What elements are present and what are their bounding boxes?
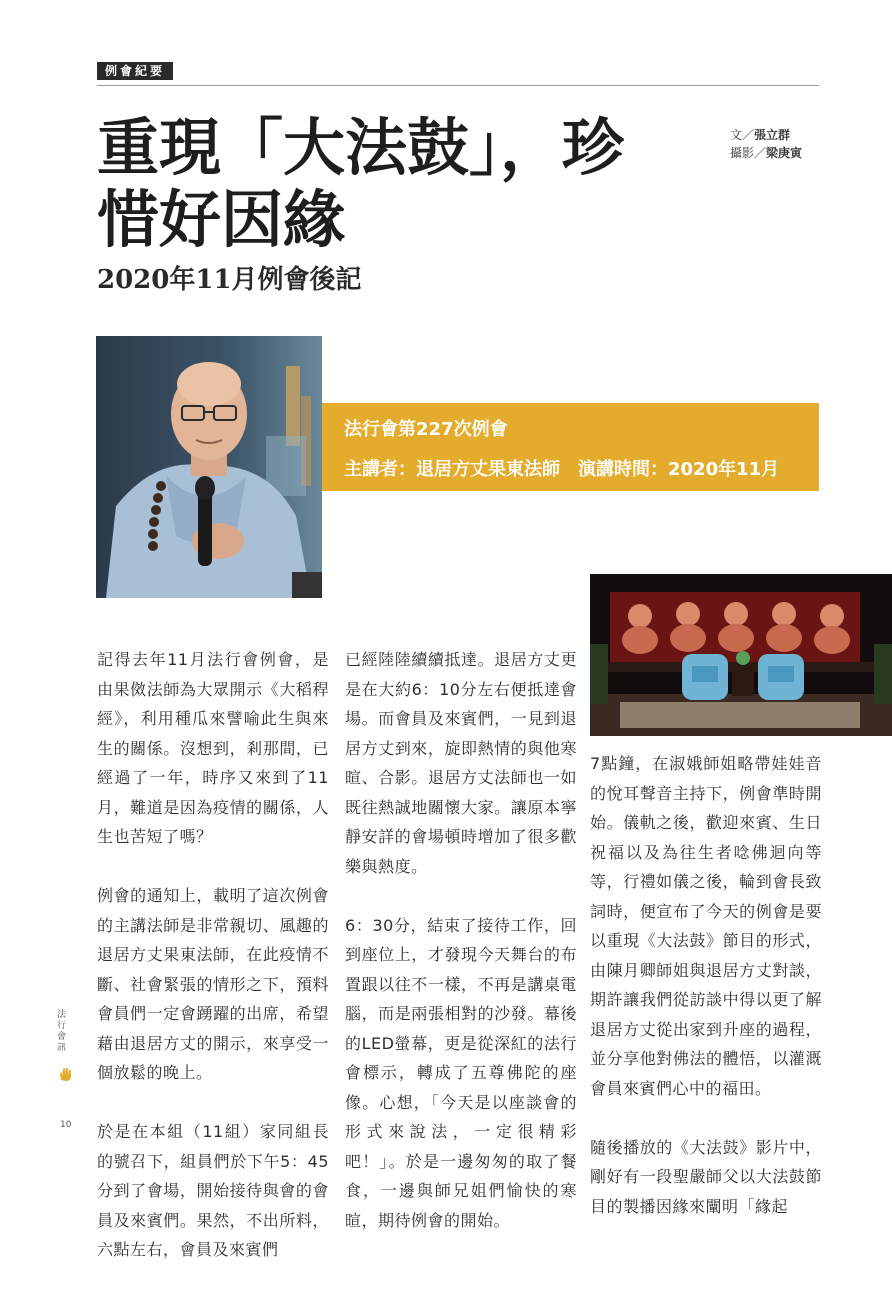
portrait-photo [96, 336, 322, 598]
paragraph: 隨後播放的《大法鼓》影片中，剛好有一段聖嚴師父以大法鼓節目的製播因緣來闡明「緣起 [590, 1137, 822, 1216]
paragraph: 已經陸陸續續抵達。退居方丈更是在大約6：10分左右便抵達會場。而會員及來賓們，一見到退居方丈到來，旋即熱情的與他寒暄、合影。退居方丈法師也一如既往熱誠地關懷大家。讓原本寧靜安詳的會場頓時增加了很多歡樂與熱度。 [345, 650, 577, 876]
writer-label: 文／ [730, 128, 755, 142]
section-tag: 例會紀要 [97, 62, 173, 80]
header-rule [97, 85, 819, 86]
paragraph: 於是在本組（11組）家同組長的號召下，組員們於下午5：45分到了會場，開始接待與會的會員及來賓們。果然，不出所料，六點左右，會員及來賓們 [97, 1122, 329, 1259]
page-number: 10 [60, 1120, 72, 1130]
speaker-and-date: 主講者：退居方丈果東法師 演講時間：2020年11月 [344, 459, 780, 480]
article-subtitle: 2020年11月例會後記 [97, 265, 362, 295]
paragraph: 記得去年11月法行會例會，是由果傚法師為大眾開示《大稻稈經》，利用種瓜來譬喻此生與來生的關係。沒想到，剎那間，已經過了一年，時序又來到了11月，難道是因為疫情的關係，人生也苦短了嗎？ [97, 650, 329, 846]
meeting-number: 法行會第227次例會 [344, 419, 508, 440]
writer-credit [730, 126, 802, 144]
body-column-2 [345, 645, 577, 1265]
credits [730, 126, 802, 162]
paragraph: 例會的通知上，載明了這次例會的主講法師是非常親切、風趣的退居方丈果東法師，在此疫情不斷、社會緊張的情形之下，預料會員們一定會踴躍的出席，希望藉由退居方丈的開示，來享受一個放鬆的晚上。 [97, 886, 329, 1082]
body-column-1 [97, 645, 329, 1294]
hand-logo-icon [58, 1066, 74, 1082]
photographer-label: 攝影／ [730, 146, 767, 160]
magazine-vertical-mark: 法行會訊 [57, 1010, 67, 1053]
paragraph: 6：30分，結束了接待工作，回到座位上，才發現今天舞台的布置跟以往不一樣，不再是講桌電腦，而是兩張相對的沙發。幕後的LED螢幕，更是從深紅的法行會標示，轉成了五尊佛陀的座像。心想，「今天是以座談會的形式來說法，一定很精彩吧！」。於是一邊匆匆的取了餐食，一邊與師兄姐們愉快的寒暄，期待例會的開始。 [345, 915, 577, 1230]
article-title: 重現「大法鼓」，珍惜好因緣 [97, 111, 625, 256]
body-column-3 [590, 749, 822, 1251]
photographer-name: 梁庚寅 [766, 146, 803, 160]
paragraph: 7點鐘，在淑娥師姐略帶娃娃音的悅耳聲音主持下，例會準時開始。儀軌之後，歡迎來賓、生日祝福以及為往生者唸佛迴向等等，行禮如儀之後，輪到會長致詞時，便宣布了今天的例會是要以重現《大法鼓》節目的形式，由陳月卿師姐與退居方丈對談，期許讓我們從訪談中得以更了解退居方丈從出家到升座的過程，並分享他對佛法的體悟，以灌溉會員來賓們心中的福田。 [590, 754, 822, 1098]
writer-name: 張立群 [754, 128, 791, 142]
photographer-credit [730, 144, 802, 162]
lecture-info-band [322, 403, 819, 491]
stage-photo [590, 574, 892, 736]
